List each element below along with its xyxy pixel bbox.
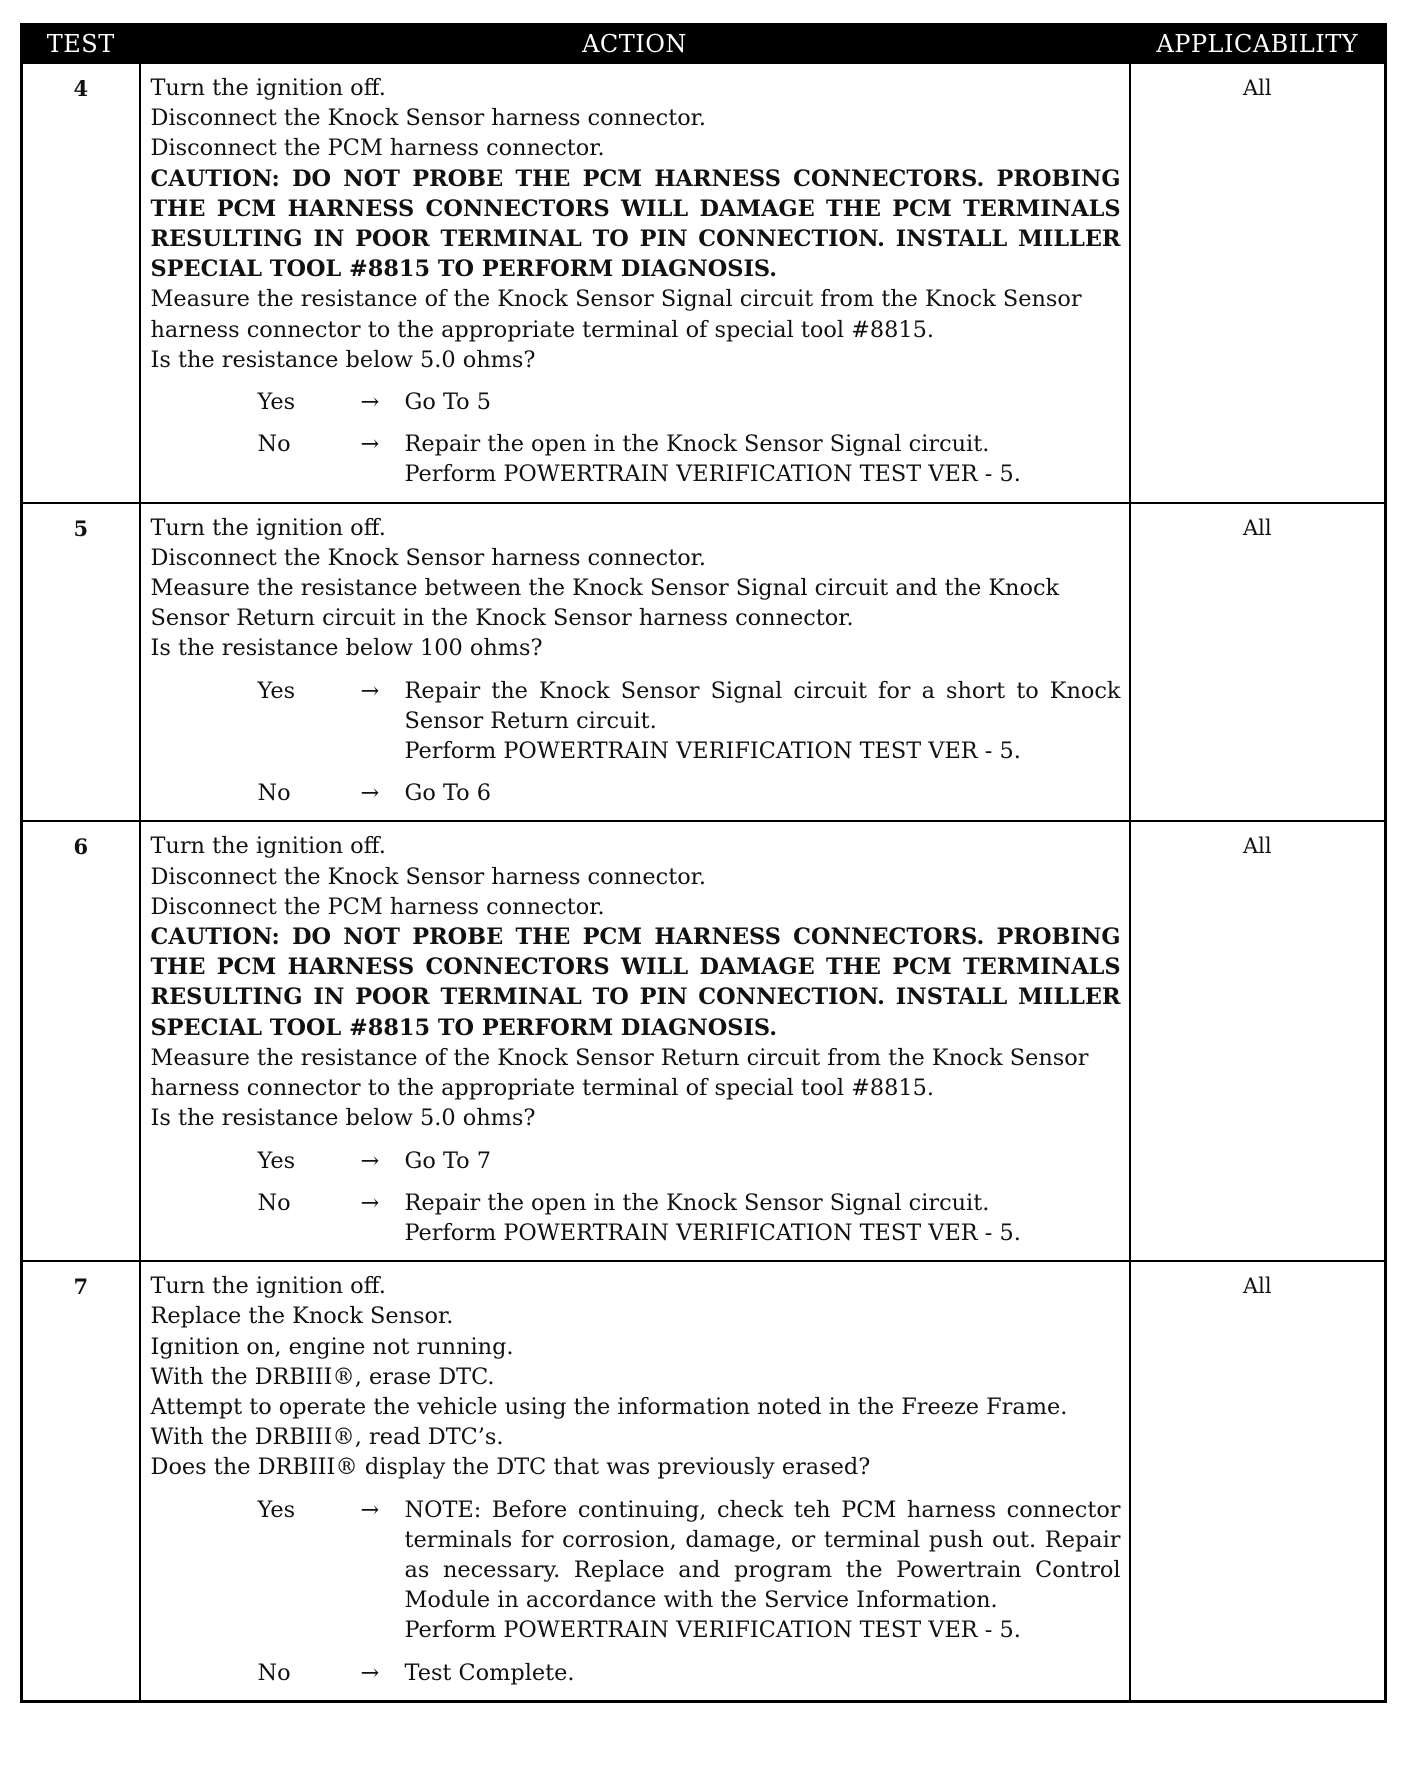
arrow-icon: → <box>360 677 380 704</box>
action-step: Disconnect the PCM harness connector. <box>150 893 605 920</box>
yes-outcome <box>151 676 1121 767</box>
no-label: No <box>257 780 291 807</box>
action-cell <box>140 63 1130 503</box>
yes-result <box>405 1146 1121 1176</box>
yes-result <box>405 1495 1121 1646</box>
no-result <box>405 1658 1121 1688</box>
test-number: 5 <box>22 503 140 822</box>
action-step: Disconnect the PCM harness connector. <box>150 135 605 162</box>
applicability-value: All <box>1130 1261 1386 1701</box>
no-result <box>405 1188 1121 1248</box>
diagnostic-test-table <box>20 23 1387 1703</box>
arrow-icon: → <box>360 1496 380 1523</box>
action-step: Measure the resistance of the Knock Sensor Signal circuit from the Knock Sensor harness connector to the appropriate terminal of special tool #8815. <box>150 286 1082 343</box>
action-step: Is the resistance below 5.0 ohms? <box>150 346 536 373</box>
table-row <box>22 821 1386 1261</box>
result-line: Repair the open in the Knock Sensor Signal circuit. <box>404 431 990 458</box>
yes-outcome <box>151 387 1121 417</box>
action-step: Disconnect the Knock Sensor harness connector. <box>150 863 707 890</box>
yes-label: Yes <box>257 389 296 416</box>
action-cell <box>140 1261 1130 1701</box>
action-step: Measure the resistance of the Knock Sensor Return circuit from the Knock Sensor harness connector to the appropriate terminal of special tool #8815. <box>150 1044 1089 1102</box>
result-line: Repair the Knock Sensor Signal circuit for a short to Knock Sensor Return circuit. <box>404 677 1121 734</box>
caution-text: CAUTION: DO NOT PROBE THE PCM HARNESS CONNECTORS. PROBING THE PCM HARNESS CONNECTORS WILL DAMAGE THE PCM TERMINALS RESULTING IN POOR TERMINAL TO PIN CONNECTION. INSTALL MILLER SPECIAL TOOL #8815 TO PERFORM DIAGNOSIS. <box>150 165 1121 283</box>
header-test: TEST <box>22 25 140 64</box>
no-label: No <box>257 1659 291 1686</box>
header-action: ACTION <box>140 25 1130 64</box>
action-step: With the DRBIII®, read DTC’s. <box>150 1424 504 1451</box>
arrow-icon: → <box>360 1659 380 1686</box>
caution-text: CAUTION: DO NOT PROBE THE PCM HARNESS CONNECTORS. PROBING THE PCM HARNESS CONNECTORS WILL DAMAGE THE PCM TERMINALS RESULTING IN POOR TERMINAL TO PIN CONNECTION. INSTALL MILLER SPECIAL TOOL #8815 TO PERFORM DIAGNOSIS. <box>150 924 1121 1041</box>
applicability-value: All <box>1130 821 1386 1261</box>
test-number: 6 <box>22 821 140 1261</box>
no-outcome <box>151 1188 1121 1248</box>
yes-label: Yes <box>257 1147 296 1174</box>
result-line: Test Complete. <box>404 1659 575 1686</box>
applicability-value: All <box>1130 503 1386 822</box>
result-line: Perform POWERTRAIN VERIFICATION TEST VER - 5. <box>404 1219 1021 1246</box>
arrow-icon: → <box>360 1147 380 1174</box>
result-line: Perform POWERTRAIN VERIFICATION TEST VER - 5. <box>404 738 1021 765</box>
no-result <box>405 778 1121 808</box>
action-step: Measure the resistance between the Knock Sensor Signal circuit and the Knock Sensor Return circuit in the Knock Sensor harness connector. <box>150 575 1060 632</box>
result-line: NOTE: Before continuing, check teh PCM harness connector terminals for corrosion, damage, or terminal push out. Repair as necessary. Replace and program the Powertrain Control Module in accordance with the Service Information. <box>404 1496 1121 1614</box>
result-line: Repair the open in the Knock Sensor Signal circuit. <box>404 1189 990 1216</box>
result-line: Perform POWERTRAIN VERIFICATION TEST VER - 5. <box>404 461 1021 488</box>
applicability-value: All <box>1130 63 1386 503</box>
yes-result <box>405 676 1121 767</box>
result-line: Go To 5 <box>404 389 492 416</box>
arrow-icon: → <box>360 431 380 458</box>
arrow-icon: → <box>360 1189 380 1216</box>
test-number: 4 <box>22 63 140 503</box>
action-step: With the DRBIII®, erase DTC. <box>150 1363 495 1390</box>
header-applicability: APPLICABILITY <box>1130 25 1386 64</box>
result-line: Perform POWERTRAIN VERIFICATION TEST VER - 5. <box>404 1617 1021 1644</box>
action-step: Disconnect the Knock Sensor harness connector. <box>150 544 707 571</box>
result-line: Go To 6 <box>404 780 492 807</box>
action-step: Ignition on, engine not running. <box>150 1333 514 1360</box>
yes-label: Yes <box>257 677 296 704</box>
table-row <box>22 63 1386 503</box>
no-label: No <box>257 1189 291 1216</box>
test-number: 7 <box>22 1261 140 1701</box>
arrow-icon: → <box>360 780 380 807</box>
action-step: Turn the ignition off. <box>150 514 386 541</box>
action-step: Turn the ignition off. <box>150 833 386 860</box>
table-row <box>22 503 1386 822</box>
result-line: Go To 7 <box>404 1147 492 1174</box>
action-step: Disconnect the Knock Sensor harness connector. <box>150 105 707 132</box>
no-label: No <box>257 431 291 458</box>
action-step: Is the resistance below 5.0 ohms? <box>150 1105 536 1132</box>
no-result <box>405 429 1121 489</box>
yes-label: Yes <box>257 1496 296 1523</box>
action-step: Attempt to operate the vehicle using the information noted in the Freeze Frame. <box>150 1393 1068 1420</box>
action-cell <box>140 503 1130 822</box>
yes-result <box>405 387 1121 417</box>
action-step: Turn the ignition off. <box>150 1273 386 1300</box>
action-cell <box>140 821 1130 1261</box>
action-step: Turn the ignition off. <box>150 75 386 101</box>
action-step: Does the DRBIII® display the DTC that was previously erased? <box>150 1454 871 1481</box>
action-step: Is the resistance below 100 ohms? <box>150 635 543 662</box>
action-step: Replace the Knock Sensor. <box>150 1303 454 1330</box>
no-outcome <box>151 1658 1121 1688</box>
no-outcome <box>151 429 1121 489</box>
yes-outcome <box>151 1495 1121 1646</box>
table-header-row <box>22 25 1386 64</box>
yes-outcome <box>151 1146 1121 1176</box>
no-outcome <box>151 778 1121 808</box>
table-body <box>22 63 1386 1701</box>
table-row <box>22 1261 1386 1701</box>
arrow-icon: → <box>360 389 380 416</box>
